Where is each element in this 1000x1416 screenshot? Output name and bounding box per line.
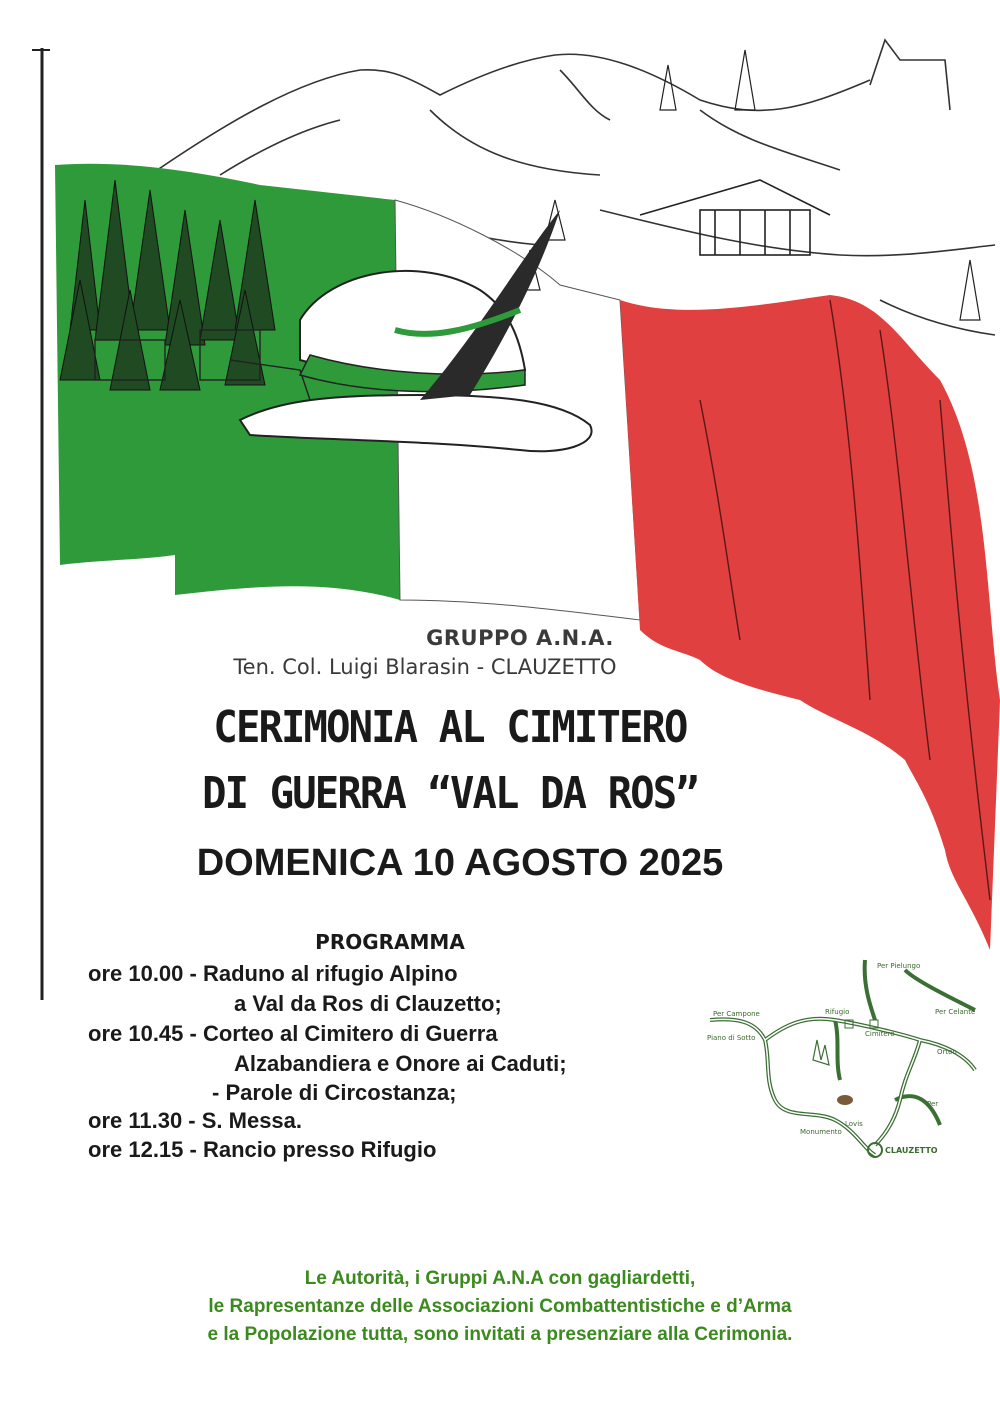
program-line: a Val da Ros di Clauzetto;: [234, 991, 502, 1016]
map-label: Piano di Sotto: [707, 1034, 756, 1042]
map-label: Per Pielungo: [877, 962, 921, 970]
mountain-hut: [640, 180, 830, 255]
footer-line-2: le Rapresentanze delle Associazioni Combattentistiche e d’Arma: [208, 1296, 792, 1317]
program-line: ore 10.00 - Raduno al rifugio Alpino: [88, 961, 458, 986]
map-label: Per Campone: [713, 1010, 760, 1018]
footer-line-1: Le Autorità, i Gruppi A.N.A con gagliardetti,: [304, 1268, 696, 1289]
map-town-label: CLAUZETTO: [885, 1146, 938, 1155]
route-map: [705, 950, 995, 1160]
program-line: - Parole di Circostanza;: [212, 1080, 457, 1105]
program-line: ore 10.45 - Corteo al Cimitero di Guerra: [88, 1021, 498, 1046]
program-line: ore 12.15 - Rancio presso Rifugio: [88, 1137, 437, 1162]
event-date: DOMENICA 10 AGOSTO 2025: [196, 842, 724, 884]
program-heading: PROGRAMMA: [315, 930, 465, 954]
title-line-2: DI GUERRA “VAL DA ROS”: [202, 768, 698, 819]
map-label: Rifugio: [825, 1008, 850, 1016]
program-line: ore 11.30 - S. Messa.: [88, 1108, 303, 1133]
title-line-1: CERIMONIA AL CIMITERO: [213, 702, 687, 753]
map-label: Cimitero: [865, 1030, 895, 1038]
footer-line-3: e la Popolazione tutta, sono invitati a presenziare alla Cerimonia.: [207, 1324, 793, 1345]
map-label: Monumento: [800, 1128, 842, 1136]
program-line: Alzabandiera e Onore ai Caduti;: [234, 1051, 567, 1076]
group-subtitle: Ten. Col. Luigi Blarasin - CLAUZETTO: [233, 655, 617, 679]
group-name: GRUPPO A.N.A.: [426, 626, 614, 650]
map-label: Lovis: [845, 1120, 863, 1128]
map-label: Per Celante: [935, 1008, 976, 1016]
map-label: Orton: [937, 1048, 957, 1056]
map-label: Per: [927, 1100, 939, 1108]
